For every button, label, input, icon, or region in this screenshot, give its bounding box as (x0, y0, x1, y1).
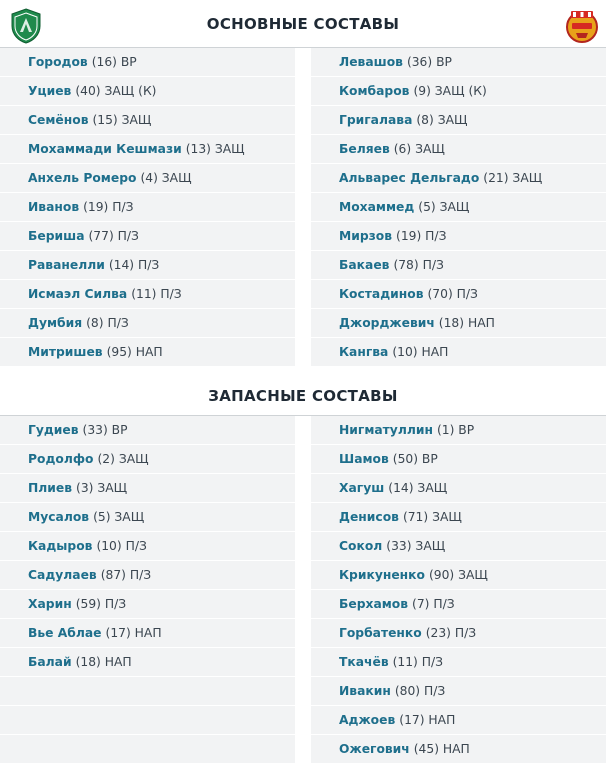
player-name-link[interactable]: Плиев (28, 481, 73, 495)
player-row (311, 164, 606, 193)
player-number-position: (45) НАП (413, 742, 470, 756)
player-row (0, 416, 295, 445)
player-row (311, 648, 606, 677)
player-number-position: (36) ВР (406, 55, 452, 69)
player-number-position: (15) ЗАЩ (92, 113, 152, 127)
player-number-position: (17) НАП (399, 713, 456, 727)
player-number-position: (16) ВР (91, 55, 137, 69)
player-number-position: (11) П/З (131, 287, 182, 301)
player-row (0, 48, 295, 77)
player-row (0, 309, 295, 338)
player-row (0, 193, 295, 222)
player-name-link[interactable]: Ткачёв (339, 655, 389, 669)
player-name-link[interactable]: Кадыров (28, 539, 93, 553)
subs-lineups (0, 416, 606, 764)
player-row (0, 338, 295, 367)
player-row (311, 474, 606, 503)
player-number-position: (95) НАП (106, 345, 163, 359)
player-row (311, 416, 606, 445)
player-number-position: (19) П/З (396, 229, 447, 243)
player-name-link[interactable]: Думбия (28, 316, 83, 330)
player-name-link[interactable]: Иванов (28, 200, 80, 214)
player-number-position: (70) П/З (427, 287, 478, 301)
player-row (311, 48, 606, 77)
player-row (0, 706, 295, 735)
player-number-position: (5) ЗАЩ (418, 200, 470, 214)
player-name-link[interactable]: Семёнов (28, 113, 89, 127)
player-row (0, 677, 295, 706)
player-number-position: (10) НАП (392, 345, 449, 359)
player-number-position: (80) П/З (394, 684, 446, 698)
player-name-link[interactable]: Сокол (339, 539, 383, 553)
player-number-position: (1) ВР (436, 423, 475, 437)
player-number-position: (23) П/З (425, 626, 477, 640)
player-row (0, 164, 295, 193)
player-row (311, 77, 606, 106)
player-number-position: (14) ЗАЩ (388, 481, 448, 495)
player-row (0, 135, 295, 164)
player-row (311, 735, 606, 764)
player-row (0, 648, 295, 677)
player-number-position: (40) ЗАЩ (К) (75, 84, 157, 98)
player-number-position: (50) ВР (392, 452, 438, 466)
player-row (0, 280, 295, 309)
player-name-link[interactable]: Денисов (339, 510, 399, 524)
player-row (0, 474, 295, 503)
player-name-link[interactable]: Садулаев (28, 568, 97, 582)
player-row (311, 619, 606, 648)
player-number-position: (18) НАП (75, 655, 132, 669)
player-number-position: (77) П/З (88, 229, 139, 243)
player-name-link[interactable]: Горбатенко (339, 626, 422, 640)
player-name-link[interactable]: Комбаров (339, 84, 410, 98)
player-number-position: (4) ЗАЩ (140, 171, 192, 185)
player-number-position: (9) ЗАЩ (К) (413, 84, 487, 98)
player-row (0, 106, 295, 135)
player-name-link[interactable]: Ожегович (339, 742, 410, 756)
player-number-position: (87) П/З (100, 568, 152, 582)
player-name-link[interactable]: Костадинов (339, 287, 424, 301)
player-row (311, 503, 606, 532)
subs-header (0, 367, 606, 416)
player-number-position: (33) ЗАЩ (386, 539, 446, 553)
away-subs-column (311, 416, 606, 764)
player-number-position: (14) П/З (108, 258, 160, 272)
player-number-position: (59) П/З (75, 597, 127, 611)
player-number-position: (71) ЗАЩ (402, 510, 462, 524)
player-number-position: (11) П/З (392, 655, 444, 669)
player-name-link[interactable]: Левашов (339, 55, 403, 69)
player-number-position: (8) ЗАЩ (416, 113, 468, 127)
player-name-link[interactable]: Вье Аблае (28, 626, 102, 640)
player-name-link[interactable]: Григалава (339, 113, 413, 127)
player-number-position: (19) П/З (83, 200, 134, 214)
player-name-link[interactable]: Шамов (339, 452, 389, 466)
player-row (0, 532, 295, 561)
player-name-link[interactable]: Бериша (28, 229, 85, 243)
player-name-link[interactable]: Гудиев (28, 423, 79, 437)
home-subs-column (0, 416, 295, 764)
player-row (311, 309, 606, 338)
player-number-position: (21) ЗАЩ (483, 171, 543, 185)
player-number-position: (2) ЗАЩ (97, 452, 149, 466)
player-row (0, 619, 295, 648)
away-lineup-column (311, 48, 606, 367)
player-row (0, 222, 295, 251)
player-name-link[interactable]: Джорджевич (339, 316, 435, 330)
player-row (0, 445, 295, 474)
player-number-position: (33) ВР (82, 423, 128, 437)
player-row (311, 532, 606, 561)
player-number-position: (10) П/З (96, 539, 147, 553)
player-name-link[interactable]: Мохаммади Кешмази (28, 142, 182, 156)
player-name-link[interactable]: Кангва (339, 345, 389, 359)
player-name-link[interactable]: Нигматуллин (339, 423, 433, 437)
player-row (311, 193, 606, 222)
player-number-position: (17) НАП (105, 626, 162, 640)
player-name-link[interactable]: Альварес Дельгадо (339, 171, 480, 185)
player-number-position: (6) ЗАЩ (393, 142, 445, 156)
player-name-link[interactable]: Ивакин (339, 684, 391, 698)
player-name-link[interactable]: Аджоев (339, 713, 396, 727)
player-number-position: (8) П/З (86, 316, 129, 330)
player-number-position: (18) НАП (438, 316, 495, 330)
player-number-position: (90) ЗАЩ (428, 568, 488, 582)
player-row (311, 706, 606, 735)
player-name-link[interactable]: Мохаммед (339, 200, 415, 214)
player-row (0, 590, 295, 619)
player-name-link[interactable]: Митришев (28, 345, 103, 359)
player-number-position: (5) ЗАЩ (93, 510, 145, 524)
player-row (311, 106, 606, 135)
player-name-link[interactable]: Мусалов (28, 510, 90, 524)
main-lineups (0, 48, 606, 367)
player-row (0, 77, 295, 106)
player-name-link[interactable]: Хагуш (339, 481, 385, 495)
player-name-link[interactable]: Раванелли (28, 258, 105, 272)
subs-title: ЗАПАСНЫЕ СОСТАВЫ (208, 387, 398, 405)
player-row (311, 251, 606, 280)
player-row (311, 445, 606, 474)
player-row (0, 251, 295, 280)
main-lineups-title: ОСНОВНЫЕ СОСТАВЫ (206, 15, 400, 33)
player-row (311, 677, 606, 706)
player-row (311, 280, 606, 309)
player-row (311, 561, 606, 590)
player-row (311, 338, 606, 367)
player-name-link[interactable]: Анхель Ромеро (28, 171, 137, 185)
arsenal-crest-icon[interactable] (564, 8, 600, 44)
player-row (0, 561, 295, 590)
player-name-link[interactable]: Берхамов (339, 597, 409, 611)
player-number-position: (7) П/З (412, 597, 455, 611)
player-name-link[interactable]: Мирзов (339, 229, 393, 243)
player-name-link[interactable]: Крикуненко (339, 568, 425, 582)
player-name-link[interactable]: Уциев (28, 84, 72, 98)
player-number-position: (13) ЗАЩ (185, 142, 245, 156)
player-name-link[interactable]: Беляев (339, 142, 390, 156)
player-row (311, 222, 606, 251)
player-row (311, 135, 606, 164)
player-name-link[interactable]: Балай (28, 655, 72, 669)
player-name-link[interactable]: Харин (28, 597, 72, 611)
home-lineup-column (0, 48, 295, 367)
player-row (311, 590, 606, 619)
player-row (0, 735, 295, 764)
player-name-link[interactable]: Бакаев (339, 258, 390, 272)
player-name-link[interactable]: Исмаэл Силва (28, 287, 128, 301)
main-lineups-header (0, 0, 606, 48)
player-name-link[interactable]: Родолфо (28, 452, 94, 466)
player-row (0, 503, 295, 532)
player-number-position: (78) П/З (393, 258, 444, 272)
player-name-link[interactable]: Городов (28, 55, 88, 69)
player-number-position: (3) ЗАЩ (76, 481, 128, 495)
